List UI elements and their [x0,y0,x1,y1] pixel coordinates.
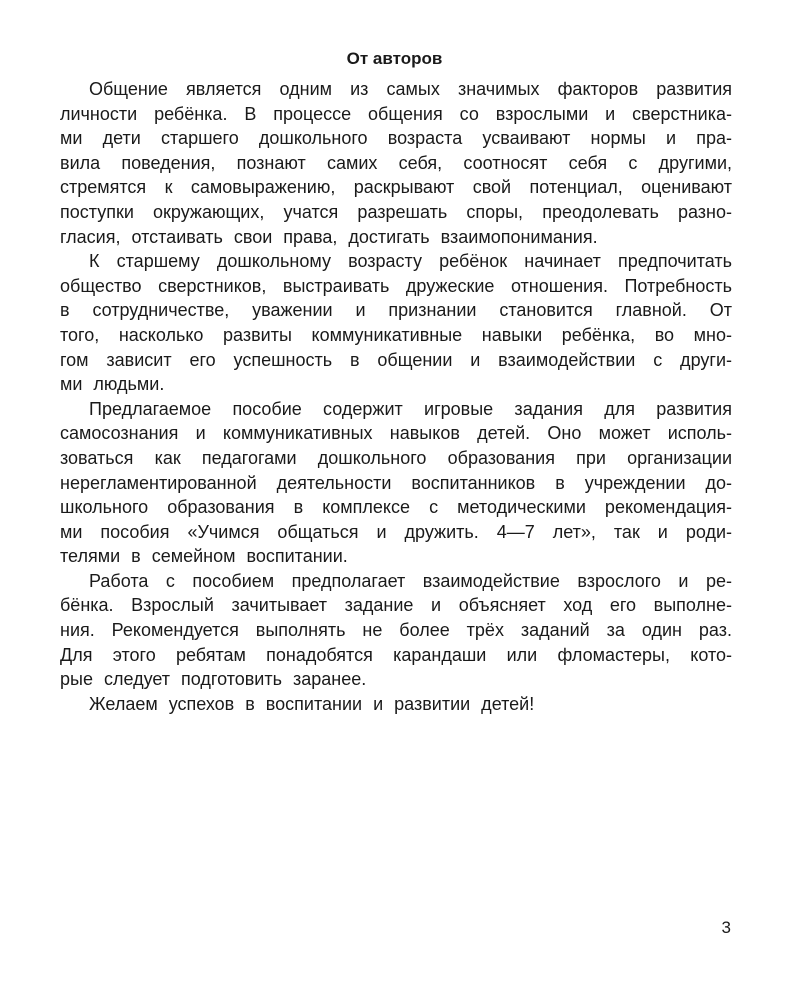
text-line: самосознания и коммуникативных навыков детей. Оно может исполь- [60,423,732,444]
text-line: вила поведения, познают самих себя, соотносят себя с другими, [60,152,732,173]
text-line: поступки окружающих, учатся разрешать споры, преодолевать разно- [60,201,732,222]
text-line: гласия, отстаивать свои права, достигать взаимопонимания. [60,226,598,247]
text-line: Предлагаемое пособие содержит игровые задания для развития [89,398,732,419]
text-line: стремятся к самовыражению, раскрывают свой потенциал, оценивают [60,177,732,198]
paragraph-5 [60,692,732,717]
text-line: Общение является одним из самых значимых факторов развития [89,79,732,99]
paragraph-4 [60,569,732,692]
text-line: Работа с пособием предполагает взаимодействие взрослого и ре- [89,570,732,591]
text-line: бёнка. Взрослый зачитывает задание и объясняет ход его выполне- [60,595,732,616]
text-line: того, насколько развиты коммуникативные навыки ребёнка, во мно- [60,324,732,345]
paragraph-2 [60,249,732,397]
text-line: ми людьми. [60,374,165,395]
text-line: зоваться как педагогами дошкольного образования при организации [60,447,732,468]
text-line: ми пособия «Учимся общаться и дружить. 4—7 лет», так и роди- [60,521,732,542]
text-line: ми дети старшего дошкольного возраста усваивают нормы и пра- [60,128,732,149]
text-line: К старшему дошкольному возрасту ребёнок начинает предпочитать [89,251,732,272]
paragraph-3 [60,397,732,569]
text-line: Желаем успехов в воспитании и развитии детей! [89,693,535,714]
paragraph-1 [60,77,732,249]
page-number: 3 [721,918,731,937]
text-line: личности ребёнка. В процессе общения со взрослыми и сверстника- [60,103,732,124]
text-line: нерегламентированной деятельности воспитанников в учреждении до- [60,472,732,493]
text-line: общество сверстников, выстраивать дружеские отношения. Потребность [60,275,732,296]
text-line: гом зависит его успешность в общении и взаимодействии с други- [60,349,732,370]
text-line: в сотрудничестве, уважении и признании становится главной. От [60,300,732,321]
text-line: телями в семейном воспитании. [60,546,348,567]
text-line: рые следует подготовить заранее. [60,669,367,690]
body-text [60,77,732,716]
page-title: От авторов [346,49,443,68]
text-line: школьного образования в комплексе с методическими рекомендация- [60,497,732,518]
text-line: ния. Рекомендуется выполнять не более трёх заданий за один раз. [60,620,732,641]
text-line: Для этого ребятам понадобятся карандаши или фломастеры, кото- [60,644,732,665]
